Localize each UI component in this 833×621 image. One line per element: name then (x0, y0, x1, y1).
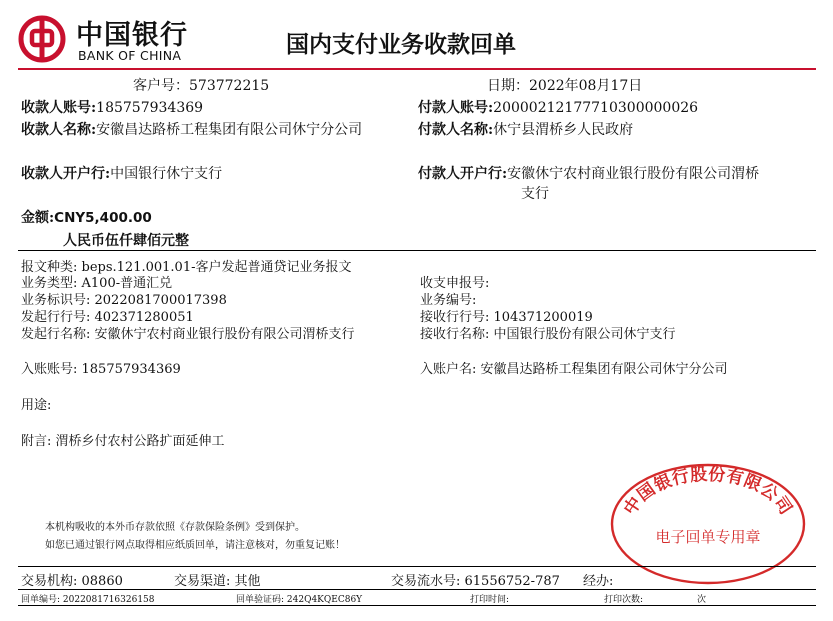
deposit-insurance-note: 本机构吸收的本外币存款依照《存款保险条例》受到保护。 (45, 522, 305, 533)
payer-bank (418, 163, 759, 183)
business-type: 业务类型: A100-普通汇兑 (21, 276, 173, 291)
payee-account-value: 185757934369 (96, 100, 204, 116)
verification-code: 回单验证码: 242Q4KQEC86Y (236, 595, 363, 605)
receipt-application-number: 收支申报号: (420, 276, 490, 291)
seal-stamp-icon (608, 462, 808, 587)
payer-bank-value-line2: 支行 (521, 186, 549, 202)
print-time: 打印时间: (470, 595, 510, 605)
footer-top-rule (18, 566, 816, 567)
receipt-number: 回单编号: 2022081716326158 (21, 595, 155, 605)
amount (21, 207, 152, 227)
payee-account (21, 97, 203, 117)
amount-label: 金额: (21, 210, 55, 226)
receiving-bank-number: 接收行行号: 104371200019 (420, 310, 593, 325)
payer-account-value: 20000212177710300000026 (493, 100, 699, 116)
payee-account-label: 收款人账号: (21, 100, 97, 116)
logo-en-text: BANK OF CHINA (78, 48, 182, 63)
amount-in-words: 人民币伍仟肆佰元整 (63, 233, 189, 249)
transaction-channel: 交易渠道: 其他 (174, 574, 261, 589)
header-red-rule (18, 68, 816, 70)
receipt-date-label: 日期： (487, 78, 529, 94)
handler: 经办: (583, 574, 614, 589)
svg-text:中国银行股份有限公司: 中国银行股份有限公司 (620, 464, 796, 519)
payee-bank (21, 163, 222, 183)
payer-name-label: 付款人名称: (418, 122, 494, 138)
section-divider (18, 250, 816, 251)
business-id: 业务标识号: 2022081700017398 (21, 293, 227, 308)
receiving-bank-name: 接收行名称: 中国银行股份有限公司休宁支行 (420, 327, 676, 342)
payee-bank-label: 收款人开户行: (21, 166, 111, 182)
page-title: 国内支付业务收款回单 (286, 31, 516, 58)
receipt-date-value: 2022年08月17日 (529, 78, 643, 94)
payee-name-value: 安徽昌达路桥工程集团有限公司休宁分公司 (96, 122, 363, 138)
payer-bank-value-line1: 安徽休宁农村商业银行股份有限公司渭桥 (507, 166, 760, 182)
amount-value: CNY5,400.00 (54, 210, 152, 226)
electronic-seal (608, 462, 808, 587)
transaction-serial: 交易流水号: 61556752-787 (391, 574, 560, 589)
print-count: 打印次数: (604, 595, 644, 605)
print-count-unit: 次 (697, 595, 707, 605)
business-number: 业务编号: (420, 293, 477, 308)
customer-number (133, 75, 269, 95)
svg-text:电子回单专用章: 电子回单专用章 (655, 528, 761, 546)
payer-name-value: 休宁县渭桥乡人民政府 (493, 122, 634, 138)
receipt-date (487, 75, 642, 95)
footer-bottom-rule (18, 605, 816, 606)
payer-account (418, 97, 698, 117)
payer-name (418, 119, 633, 139)
customer-number-label: 客户号： (133, 78, 189, 94)
customer-number-value: 573772215 (189, 78, 270, 94)
duplicate-warning-note: 如您已通过银行网点取得相应纸质回单，请注意核对，勿重复记账！ (45, 540, 345, 551)
sending-bank-number: 发起行行号: 402371280051 (21, 310, 194, 325)
payer-bank-label: 付款人开户行: (418, 166, 508, 182)
remark: 附言: 渭桥乡付农村公路扩面延伸工 (21, 434, 225, 449)
bank-logo (18, 15, 208, 67)
sending-bank-name: 发起行名称: 安徽休宁农村商业银行股份有限公司渭桥支行 (21, 327, 355, 342)
footer-middle-rule (18, 589, 816, 590)
purpose: 用途: (21, 398, 52, 413)
bank-of-china-logo-icon (18, 15, 66, 63)
inward-account-name: 入账户名: 安徽昌达路桥工程集团有限公司休宁分公司 (420, 362, 728, 377)
message-type: 报文种类: beps.121.001.01-客户发起普通贷记业务报文 (21, 260, 352, 275)
payee-bank-value: 中国银行休宁支行 (110, 166, 223, 182)
payee-name-label: 收款人名称: (21, 122, 97, 138)
payee-name (21, 119, 362, 139)
inward-account: 入账账号: 185757934369 (21, 362, 181, 377)
logo-cn-text: 中国银行 (76, 20, 188, 51)
payer-account-label: 付款人账号: (418, 100, 494, 116)
transaction-institution: 交易机构: 08860 (21, 574, 123, 589)
